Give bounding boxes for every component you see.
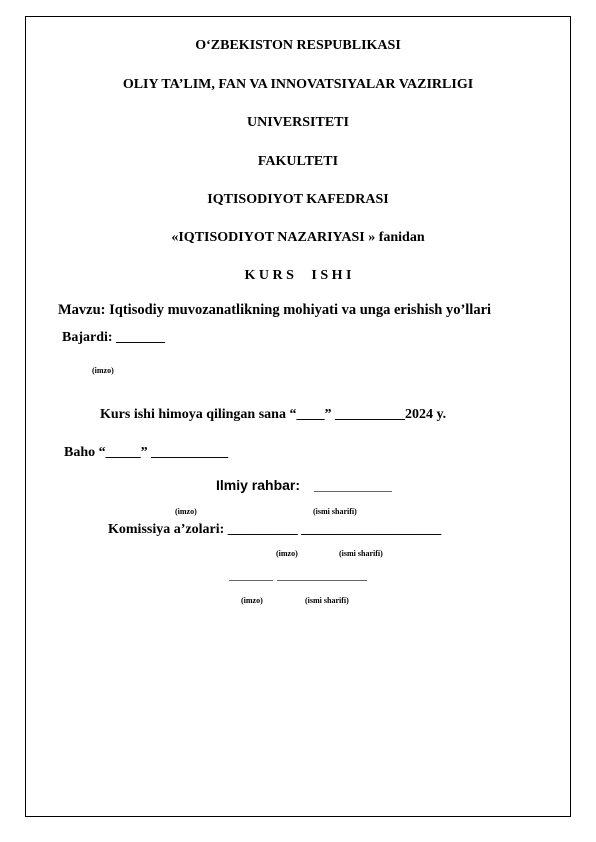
supervisor-name-caption: (ismi sharifi) xyxy=(313,507,357,516)
ministry-heading: OLIY TA’LIM, FAN VA INNOVATSIYALAR VAZIRLIGI xyxy=(122,77,474,92)
commission-imzo-caption-2: (imzo) xyxy=(241,596,263,605)
defense-date-line: Kurs ishi himoya qilingan sana “____” __________2024 y. xyxy=(100,407,447,422)
supervisor-signature-line xyxy=(314,491,392,492)
commission-line: Komissiya a’zolari: __________ ____________________ xyxy=(108,522,442,537)
commission-signature-line-2 xyxy=(229,580,273,581)
commission-name-caption-2: (ismi sharifi) xyxy=(305,596,349,605)
supervisor-label: Ilmiy rahbar: xyxy=(216,477,301,493)
subject-heading: «IQTISODIYOT NAZARIYASI » fanidan xyxy=(171,230,425,245)
faculty-heading: FAKULTETI xyxy=(257,154,339,169)
country-heading: O‘ZBEKISTON RESPUBLIKASI xyxy=(195,38,401,53)
supervisor-imzo-caption: (imzo) xyxy=(175,507,197,516)
commission-imzo-caption-1: (imzo) xyxy=(276,549,298,558)
university-heading: UNIVERSITETI xyxy=(247,115,349,130)
document-title: K U R S I S H I xyxy=(244,268,352,283)
bajardi-imzo-caption: (imzo) xyxy=(92,366,114,375)
bajardi-line: Bajardi: _______ xyxy=(62,330,166,345)
topic-line: Mavzu: Iqtisodiy muvozanatlikning mohiyati va unga erishish yo’llari xyxy=(58,302,492,318)
grade-line: Baho “_____” ___________ xyxy=(64,445,229,460)
commission-name-caption-1: (ismi sharifi) xyxy=(339,549,383,558)
commission-name-line-2 xyxy=(277,580,367,581)
department-heading: IQTISODIYOT KAFEDRASI xyxy=(207,192,389,207)
